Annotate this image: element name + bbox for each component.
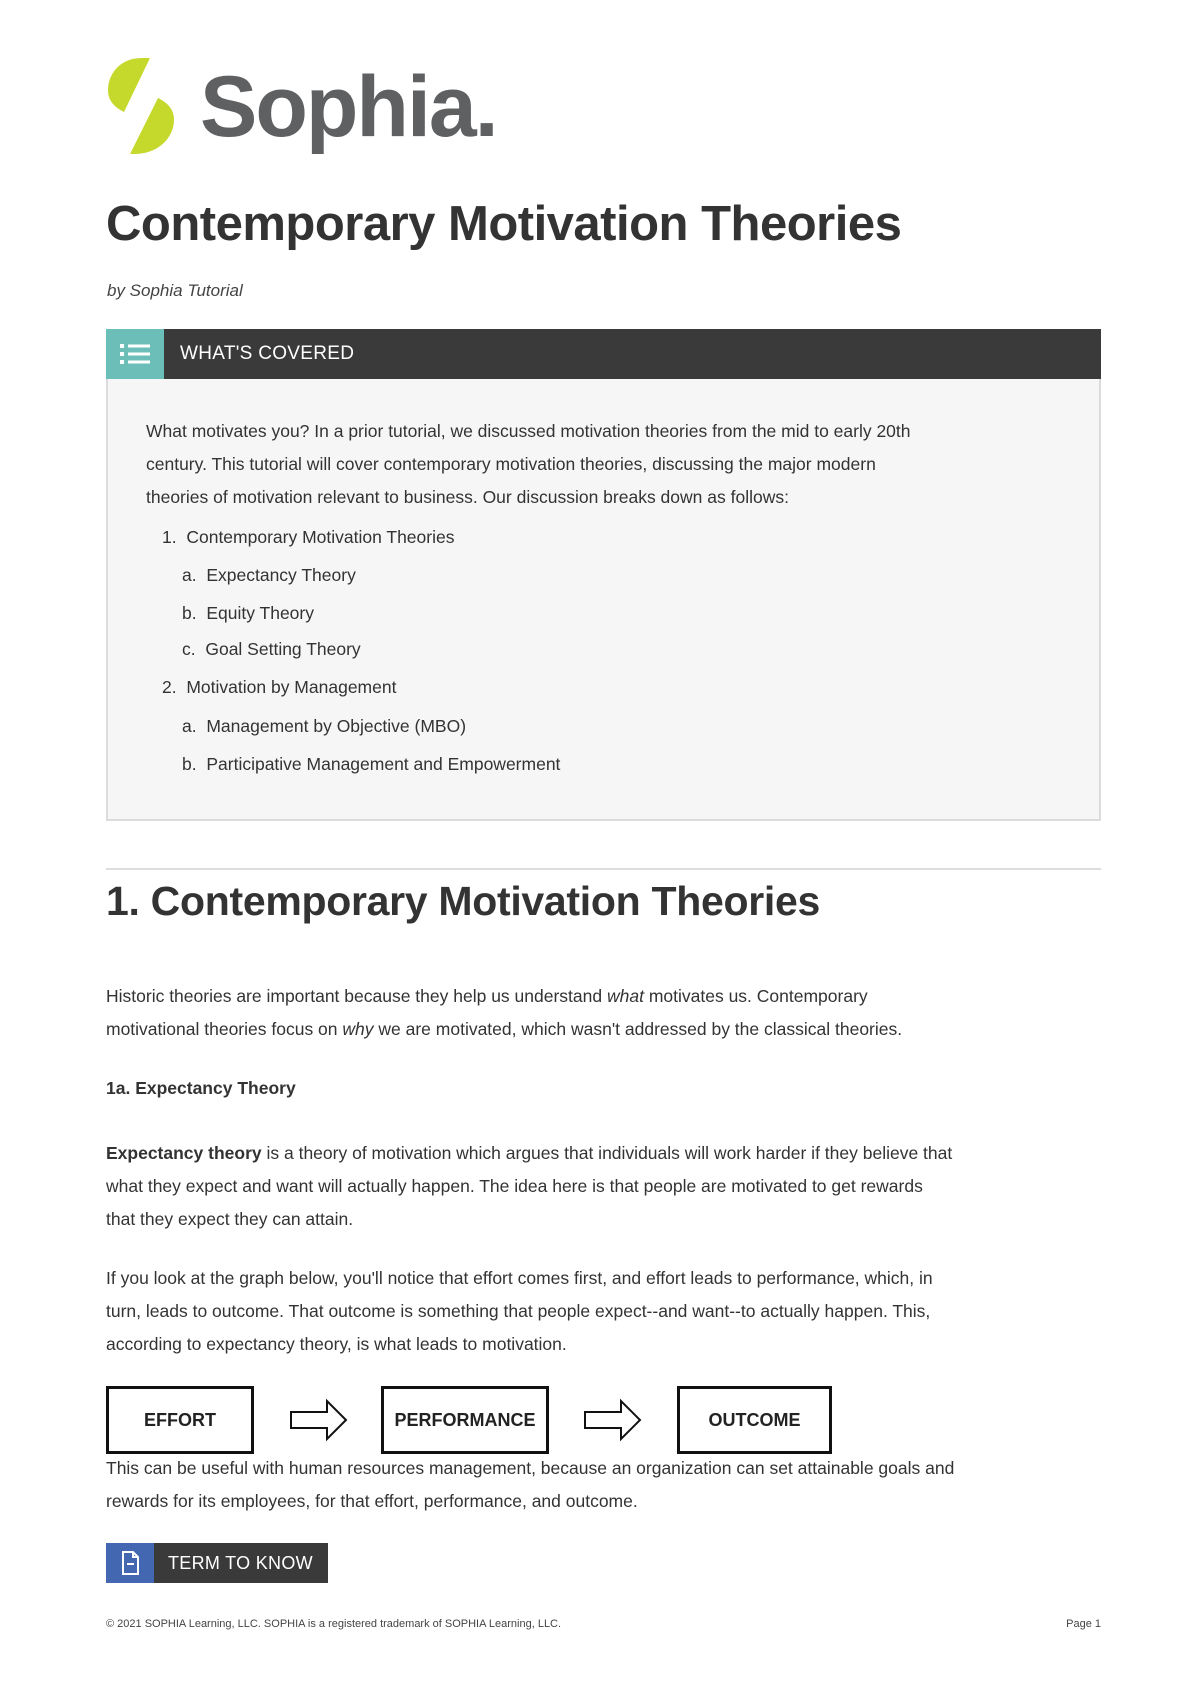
hr-paragraph [106,1452,1096,1518]
sophia-logo-mark-icon [104,56,180,156]
definition-paragraph [106,1137,1096,1236]
sophia-wordmark: Sophia. [200,59,497,155]
outline-item: b. Participative Management and Empowerment [182,754,561,774]
section-divider [106,868,1101,870]
paragraph-line: motivational theories focus on why we are motivated, which wasn't addressed by the classical theories. [106,1019,903,1039]
intro-line: century. This tutorial will cover contemporary motivation theories, discussing the major modern [146,454,876,474]
outline-item: c. Goal Setting Theory [182,639,361,659]
whats-covered-header [106,329,1101,379]
right-arrow-icon [583,1398,643,1442]
intro-line: What motivates you? In a prior tutorial, we discussed motivation theories from the mid to early 20th [146,421,911,441]
outline-item: 2. Motivation by Management [162,677,397,697]
term-to-know-banner [106,1543,328,1583]
paragraph-line: turn, leads to outcome. That outcome is something that people expect--and want--to actually happen. This, [106,1301,931,1321]
paragraph-line: rewards for its employees, for that effort, performance, and outcome. [106,1491,638,1511]
paragraph-line: according to expectancy theory, is what leads to motivation. [106,1334,567,1354]
whats-covered-intro [146,415,1066,514]
paragraph-line: Historic theories are important because they help us understand what motivates us. Contemporary [106,986,868,1006]
right-arrow-icon [289,1398,349,1442]
outline-item: 1. Contemporary Motivation Theories [162,527,455,547]
outline-item: b. Equity Theory [182,603,314,623]
byline: by Sophia Tutorial [107,281,243,300]
outline-item: a. Management by Objective (MBO) [182,716,467,736]
paragraph-line: Expectancy theory is a theory of motivation which argues that individuals will work harder if they believe that [106,1143,953,1163]
term-to-know-label: TERM TO KNOW [168,1553,313,1573]
flow-box-effort: EFFORT [106,1386,254,1454]
flow-box-outcome: OUTCOME [677,1386,832,1454]
intro-line: theories of motivation relevant to business. Our discussion breaks down as follows: [146,487,789,507]
subsection-heading: 1a. Expectancy Theory [106,1078,296,1098]
flow-box-performance: PERFORMANCE [381,1386,549,1454]
paragraph-line: If you look at the graph below, you'll notice that effort comes first, and effort leads to performance, which, in [106,1268,933,1288]
page-title: Contemporary Motivation Theories [106,197,902,251]
outline-item: a. Expectancy Theory [182,565,356,585]
paragraph-line: This can be useful with human resources management, because an organization can set attainable goals and [106,1458,955,1478]
graph-paragraph [106,1262,1096,1361]
list-icon [106,329,164,379]
footer-copyright: © 2021 SOPHIA Learning, LLC. SOPHIA is a registered trademark of SOPHIA Learning, LLC. [106,1618,562,1630]
intro-paragraph [106,980,1096,1046]
whats-covered-box [106,329,1101,821]
footer-page-number: Page 1 [1066,1618,1101,1630]
document-icon [106,1543,154,1583]
sophia-logo [104,56,524,166]
paragraph-line: that they expect they can attain. [106,1209,354,1229]
section-heading: 1. Contemporary Motivation Theories [106,878,820,924]
whats-covered-title: WHAT'S COVERED [180,343,355,364]
paragraph-line: what they expect and want will actually happen. The idea here is that people are motivated to get rewards [106,1176,923,1196]
